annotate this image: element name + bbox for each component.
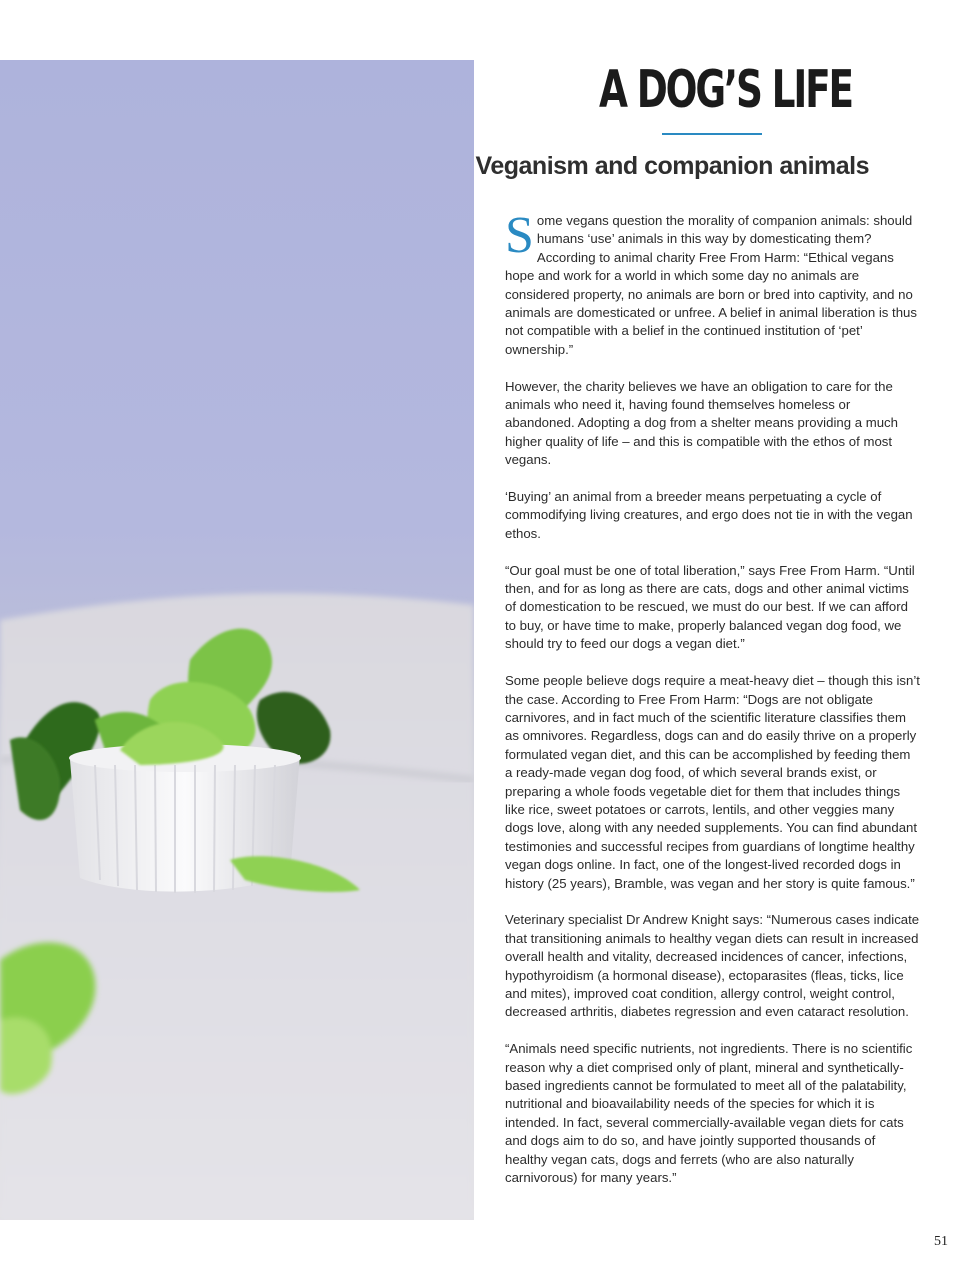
- salad-bowl-photo: [0, 60, 474, 1220]
- article-subtitle: Veganism and companion animals: [475, 152, 869, 180]
- paragraph: [505, 207, 920, 359]
- article-body: [505, 207, 920, 1206]
- paragraph: However, the charity believes we have an obligation to care for the animals who need it, having found themselves homeless or abandoned. Adopting a dog from a shelter means providing a much higher quality of life – and this is compatible with the ethos of most vegans.: [505, 378, 898, 468]
- paragraph: Some people believe dogs require a meat-heavy diet – though this isn’t the case. According to Free From Harm: “Dogs are not obligate carnivores, and in fact much of the scientific literature classifies them as omnivores. Regardless, dogs can and do easily thrive on a properly formulated vegan diet, and this can be accomplished by feeding them a ready-made vegan dog food, of which several brands exist, or preparing a whole foods vegetable diet for them that includes things like rice, sweet potatoes or carrots, lentils, and other veggies many dogs love, along with any needed supplements. You can find abundant testimonies and successful recipes from guardians of longtime healthy vegan dogs online. In fact, one of the longest-lived recorded dogs in history (25 years), Bramble, was vegan and her story is quite famous.”: [505, 673, 920, 891]
- article-title: A DOG’S LIFE: [599, 60, 852, 120]
- paragraph: Veterinary specialist Dr Andrew Knight says: “Numerous cases indicate that transitioning animals to healthy vegan diets can result in increased overall health and vitality, decreased incidences of cancer, infections, hypothyroidism (a hormonal disease), ectoparasites (fleas, ticks, lice and mites), improved coat condition, allergy control, weight control, decreased arthritis, diabetes regression and even cataract resolution.: [505, 912, 920, 1020]
- paragraph: “Our goal must be one of total liberation,” says Free From Harm. “Until then, and for as long as there are cats, dogs and other animal victims of domestication to be rescued, we must do our best. If we can afford to buy, or have time to make, properly balanced vegan dog food, we should try to feed our dogs a vegan diet.”: [505, 562, 915, 652]
- paragraph: “Animals need specific nutrients, not ingredients. There is no scientific reason why a diet comprised only of plant, mineral and synthetically-based ingredients cannot be formulated to meet all of the palatability, nutritional and bioavailability needs of the species for which it is intended. In fact, several commercially-available vegan diets for cats and dogs aim to do so, and have jointly supported thousands of healthy vegan cats, dogs and ferrets (who are also naturally carnivorous) for many years.”: [505, 1041, 913, 1186]
- drop-cap: S: [505, 207, 534, 264]
- title-divider: [662, 133, 762, 135]
- paragraph: ‘Buying’ an animal from a breeder means perpetuating a cycle of commodifying living creatures, and ergo does not tie in with the vegan ethos.: [505, 489, 913, 541]
- paragraph-text: ome vegans question the morality of companion animals: should humans ‘use’ animals in this way by domesticating them? According to animal charity Free From Harm: “Ethical vegans hope and work for a world in which some day no animals are considered property, no animals are born or bred into captivity, and no animals are domesticated or unfree. A belief in animal liberation is thus not compatible with a belief in the continued institution of ‘pet’ ownership.”: [505, 213, 917, 357]
- page-number: 51: [934, 1234, 948, 1249]
- photo-illustration: [0, 60, 474, 1220]
